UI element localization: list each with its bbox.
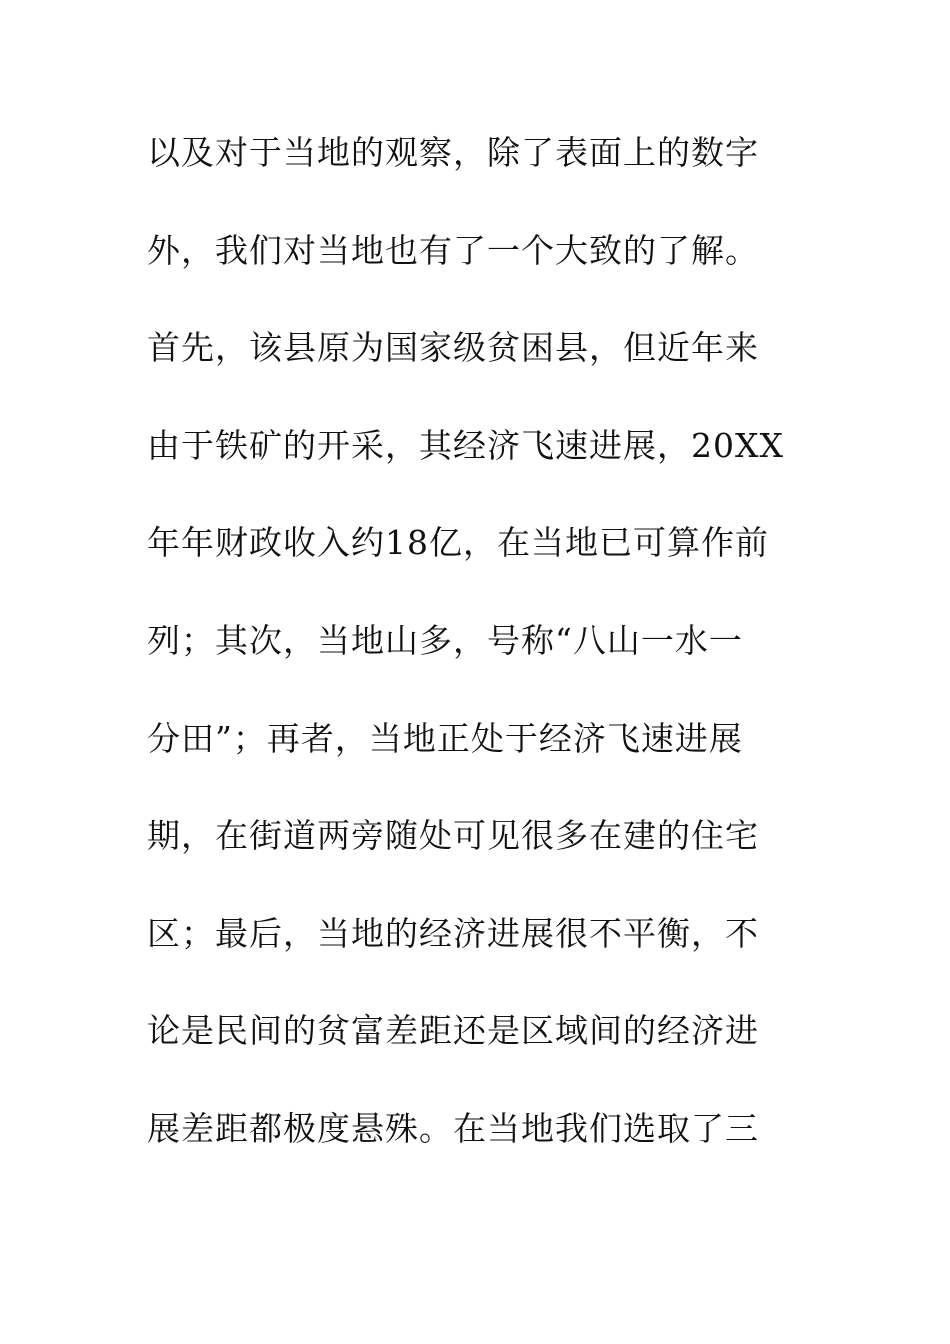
text-line-8: 期，在街道两旁随处可见很多在建的住宅 (147, 816, 759, 856)
text-line-3: 首先，该县原为国家级贫困县，但近年来 (147, 328, 759, 368)
text-line-2: 外，我们对当地也有了一个大致的了解。 (147, 230, 759, 270)
text-line-7: 分田”；再者，当地正处于经济飞速进展 (147, 718, 743, 758)
body-paragraph (147, 125, 807, 1199)
text-line-6: 列；其次，当地山多，号称“八山一水一 (147, 620, 743, 660)
text-line-10: 论是民间的贫富差距还是区域间的经济进 (147, 1011, 759, 1051)
text-line-4: 由于铁矿的开采，其经济飞速进展，20XX (147, 425, 784, 465)
text-line-5: 年年财政收入约18亿，在当地已可算作前 (147, 523, 769, 563)
text-line-11: 展差距都极度悬殊。在当地我们选取了三 (147, 1108, 759, 1148)
text-line-1: 以及对于当地的观察，除了表面上的数字 (147, 133, 759, 172)
text-line-9: 区；最后，当地的经济进展很不平衡，不 (147, 913, 759, 953)
